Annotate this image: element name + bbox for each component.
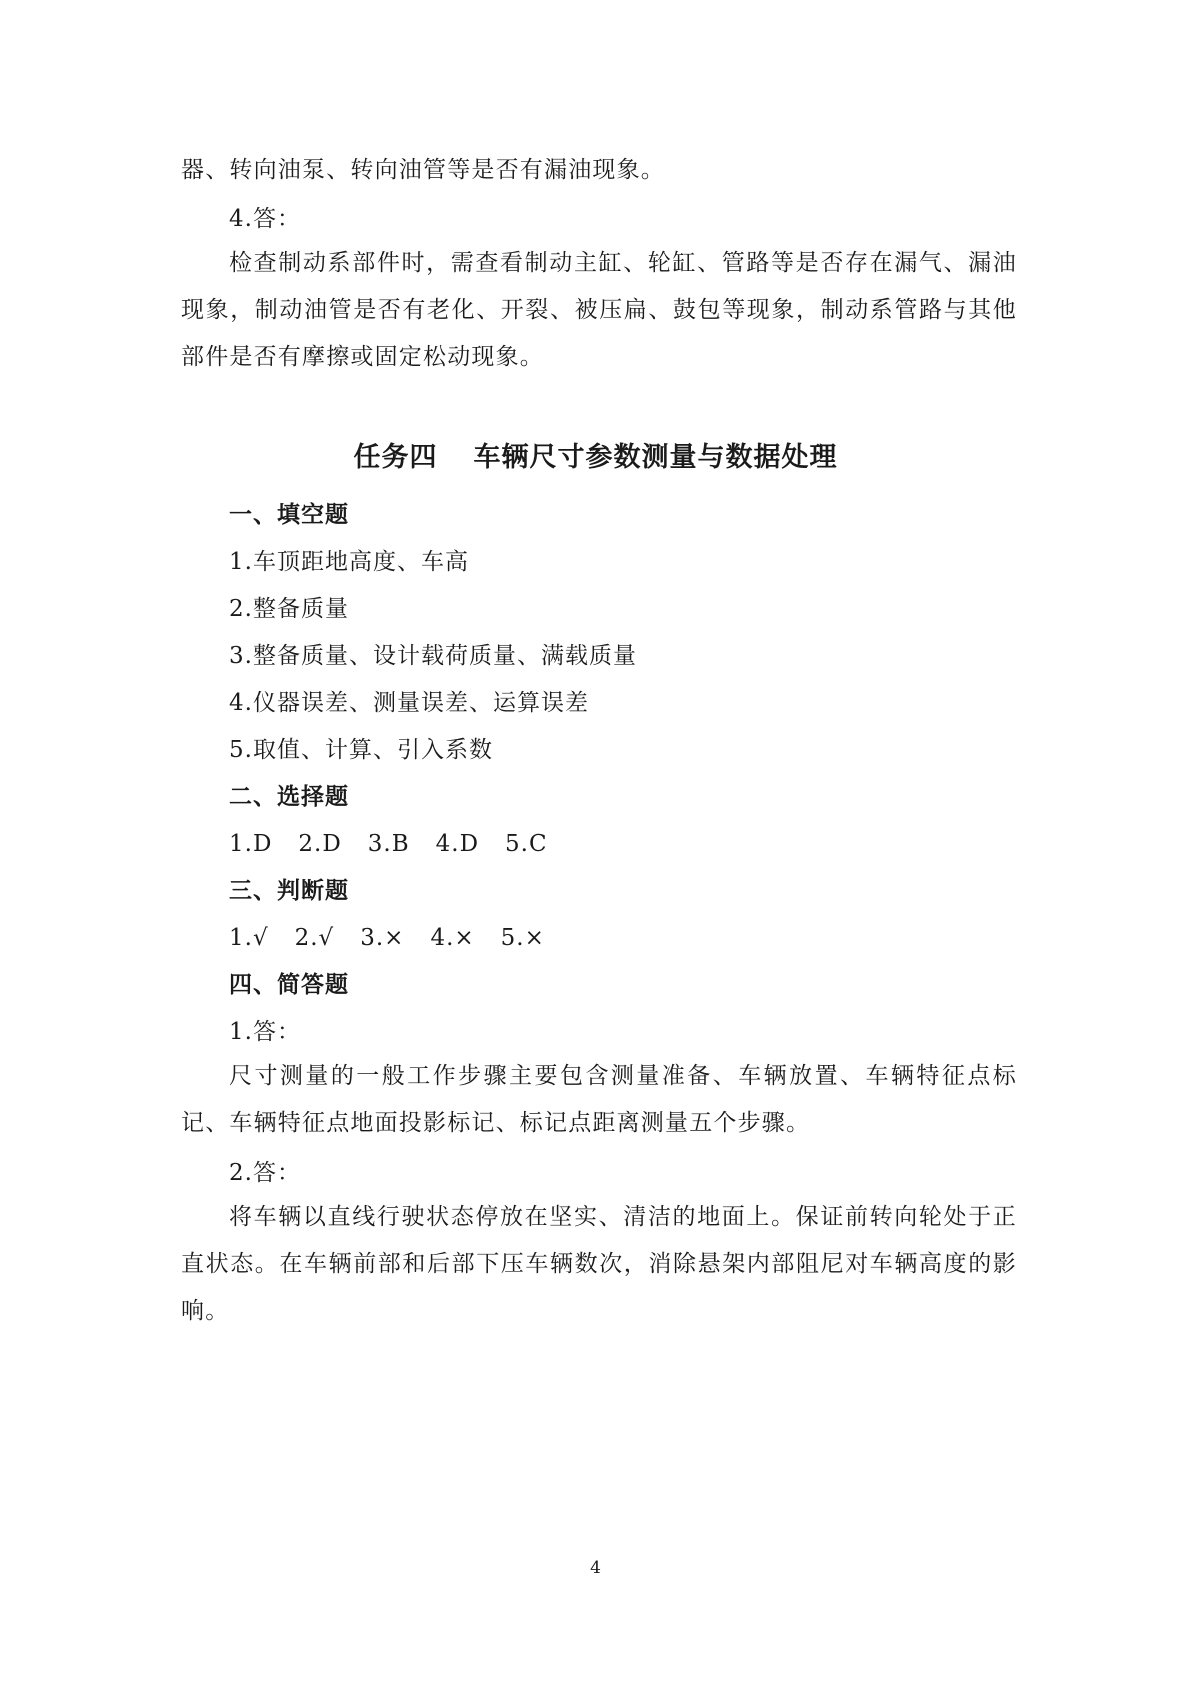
q4-answer: 检查制动系部件时，需查看制动主缸、轮缸、管路等是否存在漏气、漏油现象，制动油管是否有老化、开裂、被压扁、鼓包等现象，制动系管路与其他部件是否有摩擦或固定松动现象。 — [181, 250, 1017, 370]
fill-blank-item: 3.整备质量、设计载荷质量、满载质量 — [229, 643, 637, 669]
choice-answer: 3.B — [367, 831, 410, 857]
judge-answer: 5.× — [500, 925, 545, 951]
short-q2-label: 2.答： — [229, 1160, 301, 1186]
judge-answer: 3.× — [360, 925, 405, 951]
choice-answer: 1.D — [229, 831, 273, 857]
fill-blank-item: 5.取值、计算、引入系数 — [229, 737, 493, 763]
choice-answer: 4.D — [435, 831, 480, 857]
page-number: 4 — [590, 1558, 601, 1578]
continuation-text: 器、转向油泵、转向油管等是否有漏油现象。 — [181, 157, 665, 183]
choice-answers — [229, 829, 574, 859]
choice-answer: 5.C — [505, 831, 548, 857]
short-answer-heading: 四、简答题 — [229, 972, 349, 998]
short-q1-label: 1.答： — [229, 1019, 301, 1045]
choice-answer: 2.D — [298, 831, 342, 857]
judge-answer: 2.√ — [294, 925, 335, 951]
section-title-part2: 车辆尺寸参数测量与数据处理 — [473, 442, 838, 473]
fill-blank-item: 2.整备质量 — [229, 596, 349, 622]
judge-heading: 三、判断题 — [229, 878, 349, 904]
judge-answer: 4.× — [430, 925, 475, 951]
fill-blank-item: 1.车顶距地高度、车高 — [229, 549, 469, 575]
choice-heading: 二、选择题 — [229, 784, 349, 810]
judge-answer: 1.√ — [229, 925, 269, 951]
short-q2-answer: 将车辆以直线行驶状态停放在坚实、清洁的地面上。保证前转向轮处于正直状态。在车辆前部和后部下压车辆数次，消除悬架内部阻尼对车辆高度的影响。 — [181, 1204, 1017, 1324]
short-q1-answer: 尺寸测量的一般工作步骤主要包含测量准备、车辆放置、车辆特征点标记、车辆特征点地面投影标记、标记点距离测量五个步骤。 — [181, 1063, 1017, 1136]
section-title-part1: 任务四 — [353, 442, 438, 473]
q4-label: 4.答： — [229, 206, 301, 232]
fill-blank-heading: 一、填空题 — [229, 502, 349, 528]
section-title — [0, 440, 1191, 476]
fill-blank-item: 4.仪器误差、测量误差、运算误差 — [229, 690, 589, 716]
judge-answers — [229, 923, 571, 953]
